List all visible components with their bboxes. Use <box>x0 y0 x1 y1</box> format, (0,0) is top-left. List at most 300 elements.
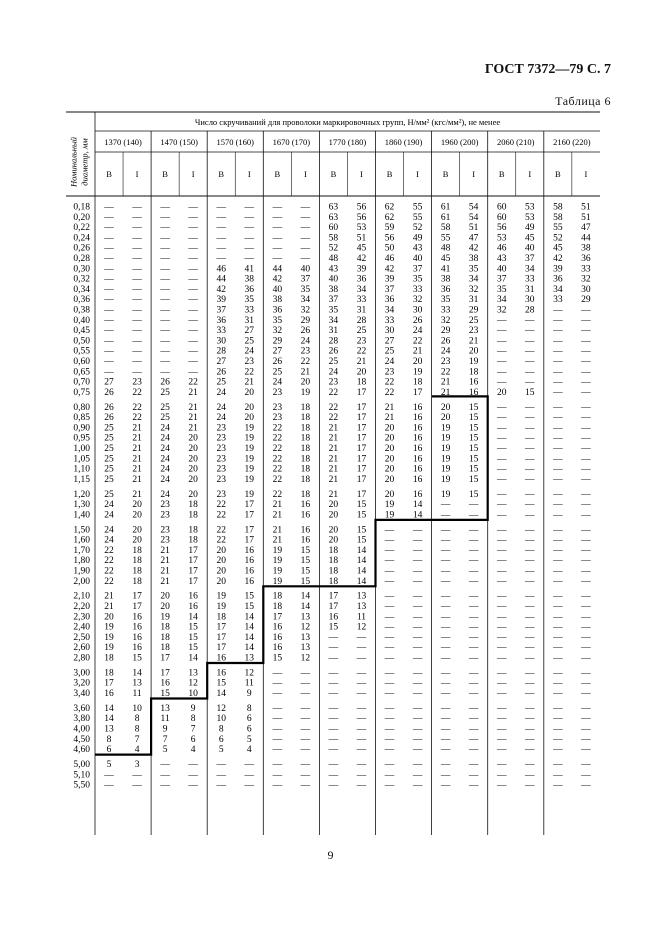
sub-header: I <box>528 169 532 179</box>
table-cell: 22 <box>216 510 226 521</box>
table-cell: 52 <box>328 243 339 254</box>
table-cell: — <box>581 464 591 475</box>
table-cell: 60 <box>496 212 507 223</box>
table-cell: — <box>132 274 142 285</box>
table-cell: — <box>356 643 367 654</box>
table-cell: — <box>496 760 507 770</box>
table-cell: 18 <box>272 591 283 602</box>
table-cell: 26 <box>272 357 283 367</box>
table-cell: — <box>132 346 142 357</box>
table-cell: — <box>525 315 535 326</box>
table-cell: 38 <box>244 274 255 285</box>
table-cell: — <box>581 489 591 500</box>
table-cell: — <box>216 760 226 770</box>
table-cell: 31 <box>244 315 255 326</box>
table-cell: 28 <box>356 315 367 326</box>
table-cell: — <box>160 243 170 254</box>
table-cell: 21 <box>188 387 198 398</box>
row-diameter: 2,50 <box>73 632 90 643</box>
table-cell: 38 <box>440 274 451 285</box>
table-cell: 36 <box>440 284 451 295</box>
table-cell: — <box>581 632 591 643</box>
row-diameter: 0,38 <box>73 305 90 316</box>
table-cell: 24 <box>216 402 226 413</box>
table-cell: 18 <box>132 566 142 577</box>
table-cell: — <box>440 535 451 546</box>
table-cell: 16 <box>216 668 226 679</box>
table-cell: — <box>553 454 563 465</box>
table-cell: — <box>496 413 507 424</box>
group-header: 1570 (160) <box>216 137 255 147</box>
table-cell: — <box>384 780 395 791</box>
table-cell: — <box>525 489 535 500</box>
table-cell: — <box>553 612 563 623</box>
table-cell: 14 <box>412 510 423 521</box>
table-cell: 34 <box>300 295 311 306</box>
table-cell: — <box>132 233 142 244</box>
table-cell: — <box>553 367 563 378</box>
table-cell: 35 <box>244 295 255 306</box>
table-cell: 23 <box>216 464 226 475</box>
table-cell: 34 <box>525 264 535 275</box>
table-cell: 17 <box>244 525 255 536</box>
table-cell: 56 <box>496 223 507 234</box>
table-cell: 20 <box>384 454 395 465</box>
table-cell: 20 <box>216 576 226 587</box>
table-cell: — <box>525 643 535 654</box>
row-diameter: 0,36 <box>73 295 90 306</box>
table-cell: 16 <box>300 510 311 521</box>
table-cell: 19 <box>272 576 283 587</box>
table-cell: 49 <box>525 223 535 234</box>
table-cell: 18 <box>300 464 311 475</box>
table-cell: — <box>160 202 170 213</box>
table-cell: 16 <box>132 622 142 633</box>
table-cell: — <box>468 535 479 546</box>
table-cell: 20 <box>132 525 142 536</box>
row-diameter: 0,40 <box>73 315 90 326</box>
table-cell: — <box>272 734 283 745</box>
table-cell: 45 <box>356 243 367 254</box>
table-cell: 12 <box>300 622 311 633</box>
table-cell: — <box>525 413 535 424</box>
table-cell: — <box>216 780 226 791</box>
table-cell: 45 <box>525 233 535 244</box>
table-cell: — <box>525 760 535 770</box>
table-cell: — <box>496 734 507 745</box>
table-cell: — <box>272 770 283 781</box>
table-cell: 21 <box>160 545 170 556</box>
table-cell: — <box>553 444 563 454</box>
sub-header: В <box>442 169 449 179</box>
table-cell: 61 <box>440 202 451 213</box>
table-cell: — <box>581 780 591 791</box>
table-cell: — <box>356 632 367 643</box>
table-cell: 6 <box>246 724 252 735</box>
table-cell: 23 <box>216 433 226 444</box>
table-cell: — <box>581 566 591 577</box>
table-cell: 20 <box>384 464 395 475</box>
table-cell: 20 <box>496 387 507 398</box>
table-cell: — <box>553 653 563 664</box>
table-cell: 18 <box>132 556 142 567</box>
table-cell: 44 <box>272 264 283 275</box>
table-cell: 62 <box>384 212 395 223</box>
table-cell: 21 <box>160 576 170 587</box>
table-cell: — <box>496 566 507 577</box>
table-cell: 15 <box>132 653 142 664</box>
row-diameter: 5,10 <box>73 770 90 781</box>
table-cell: — <box>132 770 142 781</box>
table-cell: — <box>468 576 479 587</box>
table-cell: 15 <box>244 591 255 602</box>
table-cell: — <box>581 326 591 337</box>
table-cell: 38 <box>328 284 339 295</box>
table-cell: — <box>496 622 507 633</box>
table-cell: — <box>244 233 255 244</box>
table-cell: 24 <box>104 535 114 546</box>
table-cell: — <box>160 315 170 326</box>
table-cell: 14 <box>104 714 114 725</box>
table-cell: — <box>384 724 395 735</box>
table-cell: 42 <box>468 243 479 254</box>
row-diameter: 1,90 <box>73 566 90 577</box>
table-cell: — <box>496 474 507 485</box>
table-cell: — <box>440 545 451 556</box>
table-cell: — <box>468 612 479 623</box>
table-cell: 15 <box>244 602 255 612</box>
table-cell: 33 <box>581 264 591 275</box>
table-cell: 19 <box>244 474 255 485</box>
table-cell: — <box>553 566 563 577</box>
table-cell: 21 <box>188 402 198 413</box>
table-cell: 27 <box>104 377 114 388</box>
table-cell: — <box>468 724 479 735</box>
table-cell: 12 <box>216 703 226 714</box>
table-cell: — <box>412 668 423 679</box>
sub-header: I <box>416 169 419 179</box>
table-cell: — <box>525 556 535 567</box>
table-cell: 14 <box>300 602 311 612</box>
table-cell: — <box>440 525 451 536</box>
table-cell: 43 <box>412 243 423 254</box>
table-cell: — <box>468 668 479 679</box>
table-cell: 14 <box>104 703 114 714</box>
table-cell: — <box>104 336 114 347</box>
table-cell: 23 <box>216 454 226 465</box>
table-cell: 6 <box>190 734 196 745</box>
table-cell: 23 <box>216 423 226 434</box>
table-cell: — <box>553 602 563 612</box>
table-cell: 22 <box>104 545 114 556</box>
table-cell: — <box>188 770 198 781</box>
table-cell: — <box>525 535 535 546</box>
table-cell: — <box>496 632 507 643</box>
table-cell: — <box>581 377 591 388</box>
table-cell: 17 <box>160 668 170 679</box>
table-cell: 58 <box>440 223 451 234</box>
table-cell: — <box>132 326 142 337</box>
table-caption: Таблица 6 <box>555 94 611 108</box>
table-cell: 20 <box>328 510 339 521</box>
table-cell: — <box>440 622 451 633</box>
table-cell: 22 <box>356 346 367 357</box>
table-cell: 7 <box>162 734 168 745</box>
table-cell: 25 <box>216 377 226 388</box>
table-cell: — <box>553 591 563 602</box>
table-cell: 15 <box>468 454 479 465</box>
table-cell: 23 <box>272 413 283 424</box>
table-cell: — <box>468 602 479 612</box>
table-cell: — <box>553 734 563 745</box>
table-cell: 32 <box>468 284 479 295</box>
table-cell: 24 <box>104 525 114 536</box>
table-cell: 15 <box>300 576 311 587</box>
table-cell: — <box>384 714 395 725</box>
table-cell: 18 <box>160 632 170 643</box>
table-cell: 40 <box>328 274 339 285</box>
table-cell: 33 <box>412 284 423 295</box>
table-cell: — <box>553 576 563 587</box>
table-cell: — <box>104 233 114 244</box>
table-cell: 63 <box>328 202 339 213</box>
table-cell: 8 <box>106 734 112 745</box>
row-diameter: 0,45 <box>73 326 90 337</box>
table-cell: 51 <box>356 233 367 244</box>
table-cell: 23 <box>300 346 311 357</box>
table-cell: 24 <box>412 326 423 337</box>
table-cell: 9 <box>246 689 252 699</box>
table-cell: 46 <box>496 243 507 254</box>
table-cell: — <box>300 243 311 254</box>
table-cell: 48 <box>328 254 339 264</box>
row-diameter: 4,60 <box>73 745 90 756</box>
table-cell: 16 <box>272 622 283 633</box>
page-header: ГОСТ 7372—79 С. 7 <box>484 62 611 77</box>
table-cell: 53 <box>356 223 367 234</box>
table-cell: 15 <box>300 556 311 567</box>
row-diameter: 2,80 <box>73 653 90 664</box>
table-cell: 40 <box>272 284 283 295</box>
table-cell: 5 <box>246 734 252 745</box>
table-cell: — <box>104 212 114 223</box>
table-cell: 32 <box>440 315 451 326</box>
table-cell: 34 <box>468 274 479 285</box>
table-cell: 24 <box>216 413 226 424</box>
table-cell: 21 <box>328 433 339 444</box>
table-cell: 14 <box>356 556 367 567</box>
table-cell: — <box>581 622 591 633</box>
table-cell: 29 <box>468 305 479 316</box>
table-cell: 19 <box>300 387 311 398</box>
sub-header: В <box>498 169 505 179</box>
table-cell: 60 <box>496 202 507 213</box>
table-cell: 20 <box>104 612 114 623</box>
table-cell: 17 <box>244 535 255 546</box>
table-cell: — <box>384 535 395 546</box>
table-cell: — <box>328 714 339 725</box>
table-cell: 30 <box>412 305 423 316</box>
table-cell: 16 <box>104 689 114 699</box>
table-cell: 22 <box>328 413 339 424</box>
table-cell: 24 <box>272 377 283 388</box>
table-cell: 18 <box>300 474 311 485</box>
row-diameter: 0,60 <box>73 357 90 367</box>
row-diameter: 0,30 <box>73 264 90 275</box>
table-cell: 53 <box>496 233 507 244</box>
table-cell: 13 <box>300 643 311 654</box>
table-cell: 21 <box>132 474 142 485</box>
table-cell: — <box>496 770 507 781</box>
table-cell: 41 <box>440 264 451 275</box>
table-cell: 16 <box>412 464 423 475</box>
table-cell: — <box>272 703 283 714</box>
table-cell: — <box>412 653 423 664</box>
table-cell: 21 <box>244 377 255 388</box>
table-cell: — <box>496 545 507 556</box>
table-cell: 14 <box>356 566 367 577</box>
row-diameter: 2,10 <box>73 591 90 602</box>
table-cell: — <box>300 233 311 244</box>
table-cell: 18 <box>132 545 142 556</box>
table-cell: — <box>328 724 339 735</box>
table-cell: 18 <box>188 510 198 521</box>
table-cell: 27 <box>384 336 395 347</box>
table-cell: 17 <box>356 402 367 413</box>
table-cell: 13 <box>188 668 198 679</box>
table-cell: 39 <box>553 264 563 275</box>
table-cell: — <box>581 653 591 664</box>
table-cell: 20 <box>188 489 198 500</box>
table-cell: — <box>412 643 423 654</box>
table-cell: 25 <box>160 402 170 413</box>
table-cell: 26 <box>328 346 339 357</box>
table-cell: — <box>525 689 535 699</box>
table-cell: — <box>160 305 170 316</box>
table-cell: 17 <box>356 387 367 398</box>
table-cell: — <box>160 367 170 378</box>
table-cell: — <box>384 734 395 745</box>
table-cell: — <box>496 525 507 536</box>
table-cell: — <box>468 653 479 664</box>
table-cell: — <box>440 745 451 756</box>
row-diameter: 0,26 <box>73 243 90 254</box>
table-cell: 20 <box>384 444 395 454</box>
table-cell: 17 <box>160 653 170 664</box>
row-diameter: 5,50 <box>73 780 90 791</box>
row-diameter: 2,20 <box>73 602 90 612</box>
table-cell: 22 <box>328 387 339 398</box>
table-cell: — <box>525 566 535 577</box>
table-cell: 15 <box>468 444 479 454</box>
table-cell: — <box>496 714 507 725</box>
table-cell: — <box>496 591 507 602</box>
table-cell: 41 <box>244 264 255 275</box>
table-cell: 17 <box>216 643 226 654</box>
table-cell: — <box>496 678 507 689</box>
table-cell: — <box>440 612 451 623</box>
table-cell: 19 <box>160 612 170 623</box>
table-cell: — <box>496 357 507 367</box>
table-cell: — <box>132 243 142 254</box>
table-cell: — <box>440 703 451 714</box>
table-cell: 21 <box>328 454 339 465</box>
table-cell: — <box>328 668 339 679</box>
table-cell: — <box>216 254 226 264</box>
table-cell: 27 <box>272 346 283 357</box>
table-cell: — <box>216 770 226 781</box>
table-cell: 21 <box>440 377 451 388</box>
table-cell: 4 <box>190 745 196 756</box>
table-cell: 22 <box>440 367 451 378</box>
table-cell: — <box>553 714 563 725</box>
table-cell: 21 <box>440 387 451 398</box>
row-diameter: 1,60 <box>73 535 90 546</box>
table-cell: 29 <box>272 336 283 347</box>
table-cell: 34 <box>328 315 339 326</box>
table-cell: 24 <box>160 454 170 465</box>
table-cell: 22 <box>132 402 142 413</box>
table-cell: — <box>356 668 367 679</box>
table-cell: 17 <box>272 612 283 623</box>
table-cell: — <box>272 760 283 770</box>
table-cell: — <box>496 780 507 791</box>
table-cell: 40 <box>496 264 507 275</box>
table-cell: 23 <box>216 444 226 454</box>
table-cell: — <box>581 689 591 699</box>
table-cell: — <box>468 745 479 756</box>
table-cell: — <box>581 668 591 679</box>
table-cell: 17 <box>104 678 114 689</box>
table-cell: — <box>468 678 479 689</box>
table-cell: — <box>328 780 339 791</box>
table-cell: 14 <box>216 689 226 699</box>
table-cell: — <box>188 223 198 234</box>
table-cell: 24 <box>160 444 170 454</box>
table-cell: 35 <box>468 264 479 275</box>
table-cell: — <box>525 510 535 521</box>
table-cell: 15 <box>356 535 367 546</box>
table-cell: 21 <box>160 566 170 577</box>
table-cell: 20 <box>188 454 198 465</box>
table-cell: — <box>496 444 507 454</box>
table-cell: — <box>160 326 170 337</box>
table-cell: 50 <box>384 243 395 254</box>
table-cell: 21 <box>188 423 198 434</box>
table-cell: 15 <box>356 510 367 521</box>
table-cell: — <box>468 703 479 714</box>
table-cell: 38 <box>581 243 591 254</box>
table-cell: — <box>525 500 535 511</box>
table-cell: 35 <box>412 274 423 285</box>
table-cell: — <box>384 576 395 587</box>
table-cell: — <box>272 223 283 234</box>
table-cell: 18 <box>328 556 339 567</box>
table-cell: 18 <box>104 668 114 679</box>
table-cell: 33 <box>244 305 255 316</box>
table-cell: 60 <box>328 223 339 234</box>
table-cell: — <box>581 602 591 612</box>
table-cell: 16 <box>188 602 198 612</box>
table-cell: — <box>468 525 479 536</box>
table-cell: 19 <box>244 464 255 475</box>
table-cell: 25 <box>468 315 479 326</box>
table-cell: 21 <box>328 464 339 475</box>
table-cell: — <box>300 703 311 714</box>
table-cell: — <box>553 545 563 556</box>
table-cell: — <box>412 689 423 699</box>
table-cell: — <box>132 202 142 213</box>
